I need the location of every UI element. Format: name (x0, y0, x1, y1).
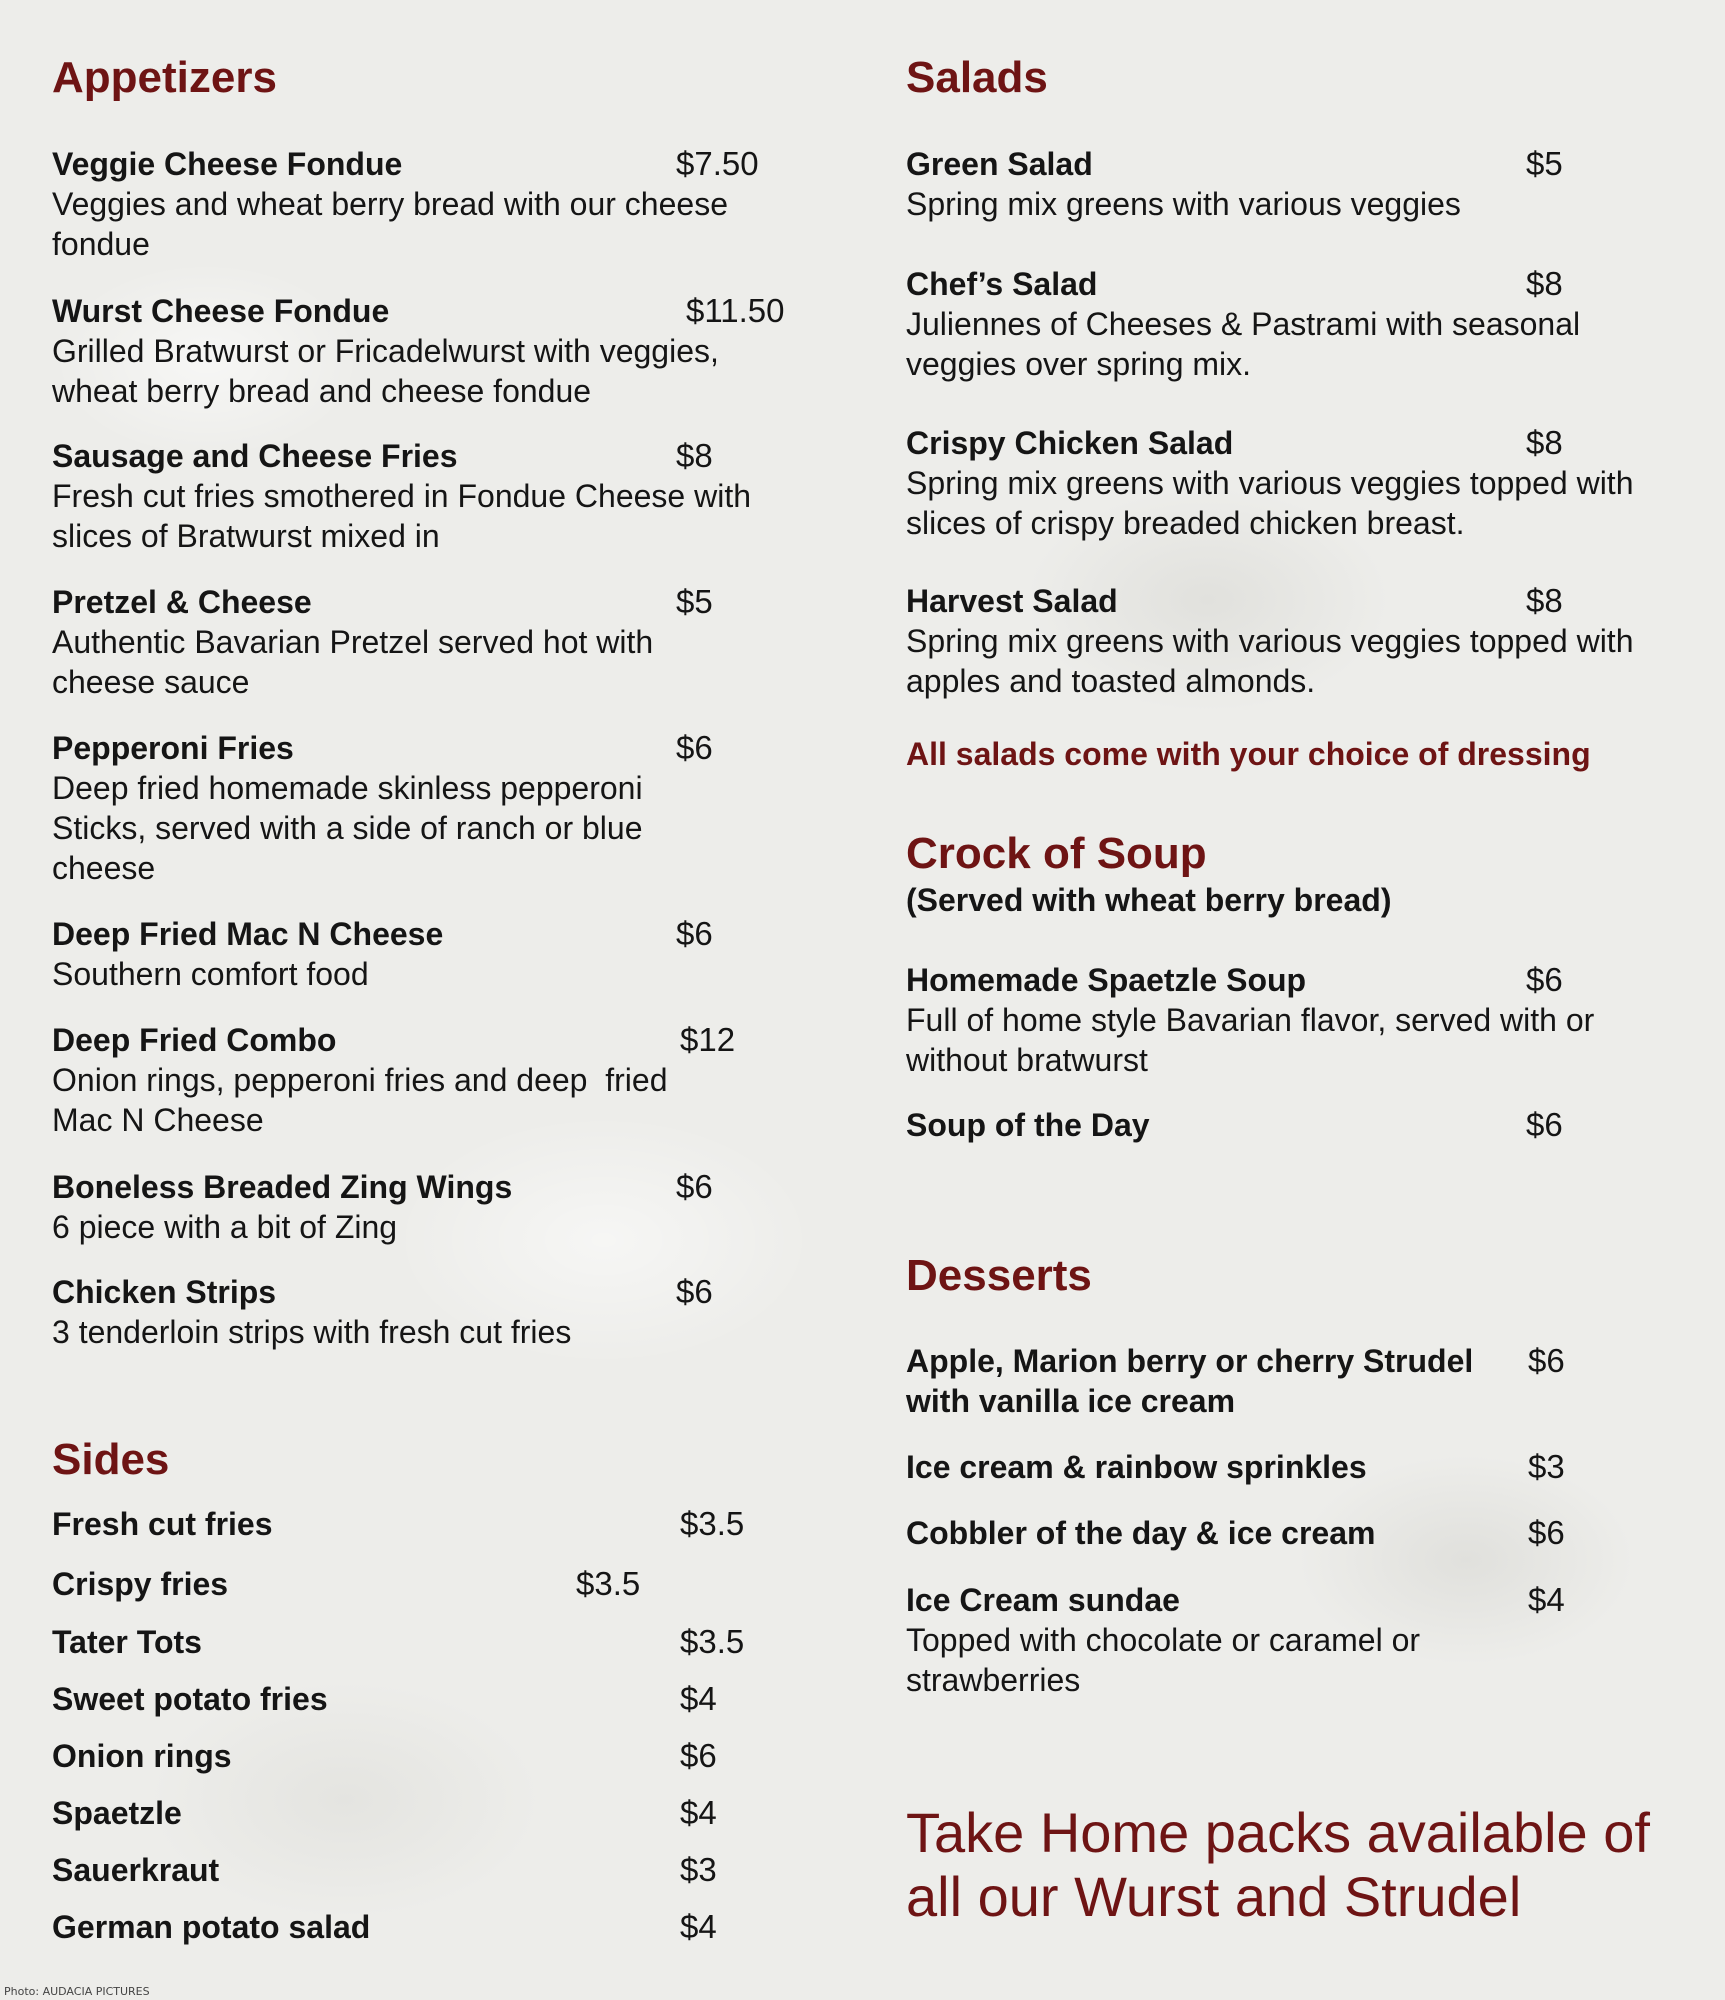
item-description: 3 tenderloin strips with fresh cut fries (52, 1314, 572, 1350)
item-price: $3.5 (680, 1505, 745, 1542)
item-description: Spring mix greens with various veggies (906, 186, 1461, 222)
item-price: $12 (680, 1021, 736, 1058)
item-name: Deep Fried Mac N Cheese (52, 916, 444, 952)
side-item (52, 1793, 812, 1833)
item-name: Veggie Cheese Fondue (52, 146, 403, 182)
item-name: Pepperoni Fries (52, 730, 294, 766)
desserts-heading: Desserts (906, 1251, 1092, 1300)
item-price: $6 (1526, 1106, 1563, 1143)
item-price: $5 (676, 583, 713, 620)
menu-item (52, 291, 812, 411)
item-name: Sweet potato fries (52, 1681, 328, 1717)
item-description: Spring mix greens with various veggies topped with slices of crispy breaded chicken breast. (906, 465, 1634, 541)
menu-item (52, 914, 812, 994)
item-name: Homemade Spaetzle Soup (906, 962, 1307, 998)
item-name: Soup of the Day (906, 1107, 1150, 1143)
menu-item (52, 728, 812, 888)
side-item (52, 1504, 812, 1544)
item-price: $8 (1526, 265, 1563, 302)
menu-item (906, 1447, 1696, 1487)
item-name: Green Salad (906, 146, 1093, 182)
item-price: $5 (1526, 145, 1563, 182)
menu-item (52, 436, 812, 556)
item-name: Deep Fried Combo (52, 1022, 337, 1058)
item-price: $6 (676, 729, 713, 766)
item-name: Sausage and Cheese Fries (52, 438, 458, 474)
item-price: $3.5 (576, 1565, 641, 1602)
item-name: Spaetzle (52, 1795, 182, 1831)
item-name: Chef’s Salad (906, 266, 1098, 302)
item-price: $6 (1528, 1342, 1565, 1379)
item-name: Apple, Marion berry or cherry Strudel with vanilla ice cream (906, 1343, 1474, 1419)
sides-heading: Sides (52, 1435, 170, 1484)
menu-item (906, 423, 1696, 543)
side-item (52, 1907, 812, 1947)
item-price: $8 (676, 437, 713, 474)
side-item (52, 1564, 812, 1604)
appetizers-heading: Appetizers (52, 53, 277, 102)
item-description: Grilled Bratwurst or Fricadelwurst with veggies, wheat berry bread and cheese fondue (52, 333, 719, 409)
item-description: Juliennes of Cheeses & Pastrami with seasonal veggies over spring mix. (906, 306, 1581, 382)
salads-heading: Salads (906, 53, 1048, 102)
item-price: $11.50 (686, 292, 785, 329)
item-price: $8 (1526, 582, 1563, 619)
item-description: Authentic Bavarian Pretzel served hot with cheese sauce (52, 624, 654, 700)
salads-dressing-note: All salads come with your choice of dressing (906, 736, 1591, 772)
item-price: $4 (680, 1794, 717, 1831)
item-name: Boneless Breaded Zing Wings (52, 1169, 513, 1205)
menu-item (906, 960, 1696, 1080)
menu-item (906, 1580, 1696, 1700)
item-name: Cobbler of the day & ice cream (906, 1515, 1376, 1551)
item-price: $4 (680, 1908, 717, 1945)
item-price: $6 (680, 1737, 717, 1774)
item-price: $3 (1528, 1448, 1565, 1485)
menu-item (906, 144, 1696, 224)
item-name: Harvest Salad (906, 583, 1118, 619)
item-name: Wurst Cheese Fondue (52, 293, 390, 329)
item-description: 6 piece with a bit of Zing (52, 1209, 398, 1245)
item-name: Ice cream & rainbow sprinkles (906, 1449, 1367, 1485)
item-description: Fresh cut fries smothered in Fondue Cheese with slices of Bratwurst mixed in (52, 478, 751, 554)
item-name: Crispy fries (52, 1566, 229, 1602)
item-name: Ice Cream sundae (906, 1582, 1180, 1618)
item-price: $8 (1526, 424, 1563, 461)
item-description: Onion rings, pepperoni fries and deep fried Mac N Cheese (52, 1062, 677, 1138)
item-price: $7.50 (676, 145, 759, 182)
menu-item (52, 1020, 812, 1140)
item-name: German potato salad (52, 1909, 371, 1945)
photo-credit: Photo: AUDACIA PICTURES (4, 1985, 150, 1998)
item-name: Sauerkraut (52, 1852, 220, 1888)
item-description: Deep fried homemade skinless pepperoni Sticks, served with a side of ranch or blue cheese (52, 770, 643, 886)
item-price: $6 (1526, 961, 1563, 998)
item-description: Topped with chocolate or caramel or strawberries (906, 1622, 1421, 1698)
menu-item (52, 1272, 812, 1352)
menu-item (906, 1513, 1696, 1553)
item-name: Pretzel & Cheese (52, 584, 312, 620)
item-price: $4 (680, 1680, 717, 1717)
item-price: $6 (676, 915, 713, 952)
item-description: Full of home style Bavarian flavor, served with or without bratwurst (906, 1002, 1595, 1078)
item-price: $3.5 (680, 1623, 745, 1660)
side-item (52, 1850, 812, 1890)
menu-item (52, 582, 812, 702)
menu-item (906, 264, 1696, 384)
soup-subheading: (Served with wheat berry bread) (906, 882, 1392, 918)
item-name: Fresh cut fries (52, 1506, 273, 1542)
menu-item (906, 1105, 1696, 1145)
menu-item (52, 144, 812, 264)
item-price: $6 (676, 1273, 713, 1310)
take-home-promo: Take Home packs available of all our Wurst and Strudel (906, 1801, 1650, 1928)
menu-item (52, 1167, 812, 1247)
side-item (52, 1679, 812, 1719)
item-name: Chicken Strips (52, 1274, 277, 1310)
item-name: Onion rings (52, 1738, 232, 1774)
item-name: Tater Tots (52, 1624, 202, 1660)
item-description: Veggies and wheat berry bread with our cheese fondue (52, 186, 728, 262)
item-price: $6 (1528, 1514, 1565, 1551)
item-name: Crispy Chicken Salad (906, 425, 1234, 461)
item-description: Spring mix greens with various veggies topped with apples and toasted almonds. (906, 623, 1634, 699)
item-price: $6 (676, 1168, 713, 1205)
side-item (52, 1736, 812, 1776)
menu-item (906, 1341, 1696, 1421)
item-price: $3 (680, 1851, 717, 1888)
item-description: Southern comfort food (52, 956, 369, 992)
side-item (52, 1622, 812, 1662)
soup-heading: Crock of Soup (906, 829, 1207, 878)
menu-item (906, 581, 1696, 701)
item-price: $4 (1528, 1581, 1565, 1618)
